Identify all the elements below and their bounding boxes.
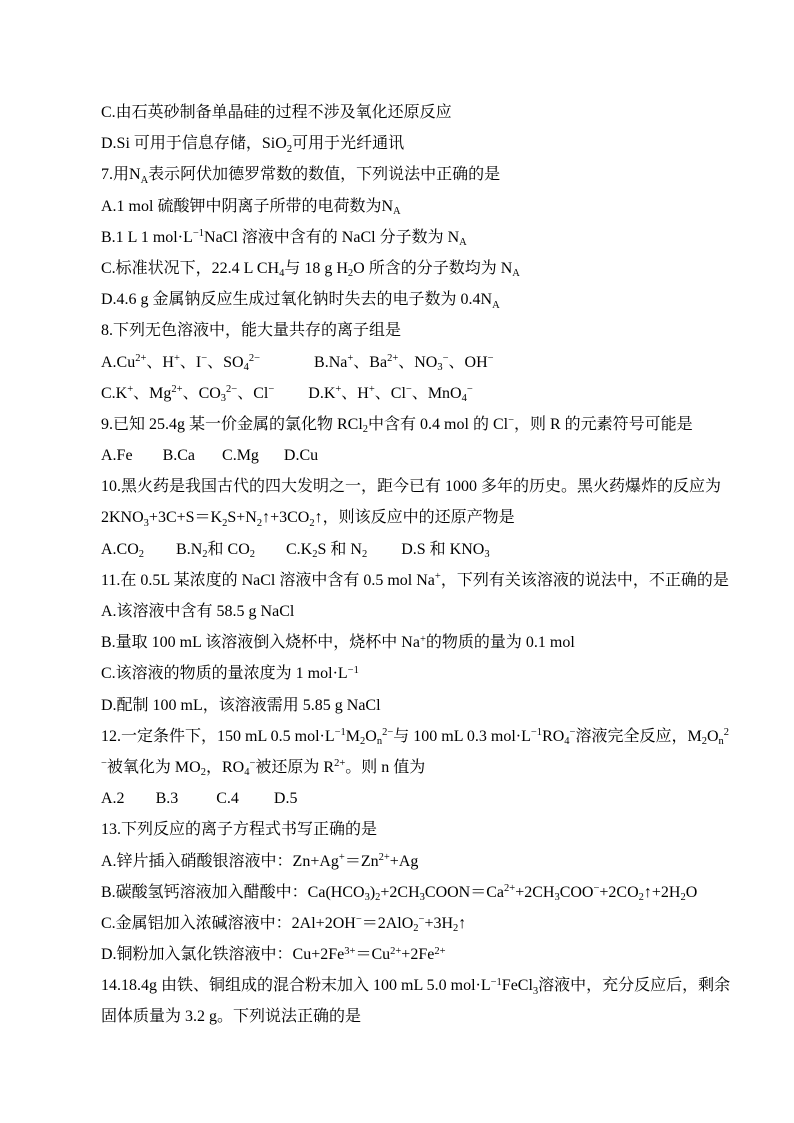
text-run: 和 CO bbox=[207, 540, 250, 558]
subscript-run: 3 bbox=[484, 549, 490, 561]
superscript-run: − bbox=[508, 415, 514, 427]
text-run: A.Fe bbox=[101, 447, 133, 465]
text-run: B.量取 100 mL 该溶液倒入烧杯中，烧杯中 Na bbox=[101, 634, 420, 652]
spacer-gap bbox=[260, 366, 314, 367]
superscript-run: + bbox=[347, 353, 354, 364]
text-run: NaCl 溶液中含有的 NaCl 分子数为 N bbox=[204, 228, 460, 246]
text-run: COO bbox=[559, 883, 594, 901]
text-run: 固体质量为 3.2 g。下列说法正确的是 bbox=[101, 1008, 362, 1026]
question-line bbox=[101, 752, 761, 783]
superscript-run: − bbox=[249, 758, 256, 770]
text-run: 表示阿伏加德罗常数的数值，下列说法中正确的是 bbox=[148, 166, 501, 184]
question-line bbox=[101, 690, 761, 721]
text-run: FeCl bbox=[501, 977, 533, 995]
text-run: 11.在 0.5L 某浓度的 NaCl 溶液中含有 0.5 mol Na bbox=[101, 571, 435, 589]
superscript-run: + bbox=[127, 384, 134, 396]
question-line bbox=[101, 1001, 761, 1032]
subscript-run: 2 bbox=[312, 549, 318, 561]
text-run: D.铜粉加入氯化铁溶液中：Cu+2Fe bbox=[101, 946, 345, 964]
text-run: 被氧化为 MO bbox=[106, 758, 201, 776]
text-run: 12.一定条件下，150 mL 0.5 mol·L bbox=[101, 727, 335, 745]
text-run: 与 18 g H bbox=[284, 259, 348, 277]
question-line bbox=[101, 627, 761, 658]
text-run: 2KNO bbox=[101, 509, 144, 527]
text-run: 、SO bbox=[207, 353, 244, 371]
text-run: O 所含的分子数均为 N bbox=[353, 259, 513, 277]
superscript-run: + bbox=[335, 384, 342, 396]
text-run: RO bbox=[542, 727, 565, 745]
question-line bbox=[101, 565, 761, 596]
text-run: B.1 L 1 mol·L bbox=[101, 228, 193, 246]
subscript-run: 3 bbox=[364, 892, 370, 904]
question-line bbox=[101, 534, 761, 565]
text-run: S 和 N bbox=[317, 540, 362, 558]
subscript-run: 3 bbox=[554, 892, 560, 904]
superscript-run: 2+ bbox=[334, 758, 346, 770]
text-run: +2CH bbox=[515, 883, 555, 901]
text-run: A.该溶液中含有 58.5 g NaCl bbox=[101, 603, 295, 620]
text-run: 10.黑火药是我国古代的四大发明之一，距今已有 1000 多年的历史。黑火药爆炸的反应为 bbox=[101, 478, 722, 496]
text-run: ↑ bbox=[458, 914, 467, 932]
subscript-run: 4 bbox=[461, 393, 467, 405]
superscript-run: + bbox=[338, 852, 345, 863]
superscript-run: 2− bbox=[382, 727, 394, 739]
text-run: ＝2AlO bbox=[361, 914, 414, 932]
text-run: C.K bbox=[101, 384, 128, 402]
question-line bbox=[101, 191, 761, 222]
text-run: +2CH bbox=[380, 883, 420, 901]
superscript-run: 2+ bbox=[387, 353, 399, 364]
text-run: O bbox=[365, 727, 377, 745]
text-run: B.碳酸氢钙溶液加入醋酸中：Ca(HCO bbox=[101, 883, 365, 901]
superscript-run: −1 bbox=[530, 727, 543, 739]
subscript-run: 4 bbox=[244, 767, 250, 779]
text-run: 被还原为 R bbox=[255, 758, 335, 776]
spacer-gap bbox=[274, 397, 308, 398]
text-run: D.S 和 KNO bbox=[401, 540, 485, 558]
question-line bbox=[101, 315, 761, 346]
superscript-run: − bbox=[442, 353, 449, 364]
text-run: 13.下列反应的离子方程式书写正确的是 bbox=[101, 821, 378, 839]
subscript-run: 2 bbox=[347, 268, 354, 280]
superscript-run: − bbox=[466, 384, 473, 396]
text-run: ＝Cu bbox=[355, 946, 391, 964]
question-line bbox=[101, 347, 761, 378]
text-run: 、Ba bbox=[353, 353, 388, 371]
question-line bbox=[101, 502, 761, 533]
subscript-run: 3 bbox=[419, 892, 425, 904]
text-run: S+N bbox=[227, 509, 257, 527]
text-run: 、OH bbox=[448, 353, 488, 371]
question-line bbox=[101, 814, 761, 845]
superscript-run: − bbox=[268, 384, 275, 396]
subscript-run: 2 bbox=[413, 923, 419, 935]
subscript-run: 2 bbox=[360, 736, 366, 748]
subscript-run: 2 bbox=[249, 549, 255, 561]
question-line bbox=[101, 440, 761, 471]
subscript-run: 2 bbox=[638, 892, 644, 904]
text-run: 、CO bbox=[182, 384, 221, 402]
spacer-gap bbox=[259, 459, 284, 460]
text-run: 、I bbox=[179, 353, 202, 371]
subscript-run: 3 bbox=[532, 985, 539, 997]
text-run: D.配制 100 mL，该溶液需用 5.85 g NaCl bbox=[101, 696, 381, 714]
text-run: 溶液中，充分反应后，剩余 bbox=[538, 977, 731, 995]
subscript-run: 4 bbox=[564, 736, 570, 748]
spacer-gap bbox=[125, 802, 156, 803]
superscript-run: 2 bbox=[723, 727, 730, 739]
superscript-run: − bbox=[405, 384, 412, 396]
subscript-run: A bbox=[393, 206, 401, 218]
question-line bbox=[101, 471, 761, 502]
text-run: C.金属铝加入浓碱溶液中：2Al+2OH bbox=[101, 914, 356, 932]
text-run: 9.已知 25.4g 某一价金属的氯化物 RCl bbox=[101, 415, 363, 433]
text-run: 、H bbox=[341, 384, 369, 402]
subscript-run: 3 bbox=[143, 517, 149, 529]
superscript-run: − bbox=[593, 883, 600, 895]
text-run: C.4 bbox=[216, 790, 239, 808]
question-line bbox=[101, 877, 761, 908]
text-run: 、H bbox=[146, 353, 174, 371]
text-run: A.1 mol 硫酸钾中阴离子所带的电荷数为N bbox=[101, 197, 394, 215]
question-line bbox=[101, 939, 761, 970]
superscript-run: + bbox=[419, 633, 426, 645]
superscript-run: + bbox=[368, 384, 375, 396]
question-line bbox=[101, 846, 761, 877]
text-run: O bbox=[685, 883, 698, 901]
text-run: 14.18.4g 由铁、铜组成的混合粉末加入 100 mL 5.0 mol·L bbox=[101, 977, 491, 995]
text-run: ，RO bbox=[205, 758, 245, 776]
question-line bbox=[101, 908, 761, 939]
text-run: ) bbox=[369, 883, 376, 901]
text-run: 8.下列无色溶液中，能大量共存的离子组是 bbox=[101, 322, 402, 340]
text-run: O bbox=[706, 727, 719, 745]
superscript-run: 2− bbox=[226, 384, 238, 396]
subscript-run: 2 bbox=[202, 549, 208, 561]
subscript-run: n bbox=[718, 736, 724, 748]
text-run: 、Cl bbox=[374, 384, 406, 402]
superscript-run: 2+ bbox=[378, 852, 390, 863]
question-line bbox=[101, 128, 761, 159]
text-run: 与 100 mL 0.3 mol·L bbox=[393, 727, 531, 745]
superscript-run: 2+ bbox=[434, 945, 446, 957]
superscript-run: −1 bbox=[334, 727, 346, 739]
document-body bbox=[101, 97, 761, 1033]
text-run: D.K bbox=[308, 384, 336, 402]
text-run: 7.用N bbox=[101, 166, 141, 184]
question-line bbox=[101, 970, 761, 1001]
text-run: A.锌片插入硝酸银溶液中：Zn+Ag bbox=[101, 852, 339, 870]
superscript-run: 2+ bbox=[171, 384, 183, 396]
text-run: 的物质的量为 0.1 mol bbox=[425, 634, 575, 652]
text-run: 、MnO bbox=[411, 384, 462, 402]
superscript-run: 2− bbox=[248, 353, 261, 364]
text-run: 溶液完全反应，M bbox=[575, 727, 702, 745]
question-line bbox=[101, 159, 761, 190]
subscript-run: 3 bbox=[437, 362, 443, 373]
text-run: B.Na bbox=[314, 353, 348, 371]
spacer-gap bbox=[195, 459, 222, 460]
spacer-gap bbox=[133, 459, 163, 460]
superscript-run: −1 bbox=[192, 228, 205, 240]
superscript-run: −1 bbox=[347, 664, 359, 676]
text-run: B.3 bbox=[155, 790, 179, 808]
subscript-run: 2 bbox=[361, 549, 368, 561]
subscript-run: 3 bbox=[220, 393, 227, 405]
text-run: ↑，则该反应中的还原产物是 bbox=[314, 509, 515, 527]
subscript-run: 2 bbox=[701, 736, 707, 748]
superscript-run: 2+ bbox=[390, 945, 402, 957]
subscript-run: 2 bbox=[680, 892, 686, 904]
subscript-run: A bbox=[492, 299, 500, 311]
question-line bbox=[101, 409, 761, 440]
superscript-run: 2+ bbox=[135, 353, 147, 364]
text-run: ↑+3CO bbox=[262, 509, 310, 527]
subscript-run: n bbox=[376, 736, 383, 748]
superscript-run: − bbox=[101, 758, 107, 770]
question-line bbox=[101, 596, 761, 627]
subscript-run: 2 bbox=[222, 517, 228, 529]
question-line bbox=[101, 97, 761, 128]
subscript-run: 2 bbox=[138, 549, 145, 561]
text-run: ＝Zn bbox=[344, 852, 379, 870]
superscript-run: + bbox=[173, 353, 180, 364]
question-line bbox=[101, 253, 761, 284]
subscript-run: 2 bbox=[256, 517, 263, 529]
superscript-run: 2+ bbox=[504, 883, 516, 895]
superscript-run: − bbox=[569, 727, 576, 739]
text-run: D.Cu bbox=[283, 447, 319, 465]
text-run: 、Mg bbox=[133, 384, 172, 402]
superscript-run: − bbox=[201, 353, 208, 364]
question-line bbox=[101, 378, 761, 409]
superscript-run: + bbox=[434, 571, 441, 583]
text-run: A.2 bbox=[101, 790, 125, 808]
text-run: C.该溶液的物质的量浓度为 1 mol·L bbox=[101, 665, 348, 683]
text-run: 。则 n 值为 bbox=[345, 758, 426, 776]
superscript-run: − bbox=[355, 914, 362, 926]
text-run: D.5 bbox=[273, 790, 298, 808]
text-run: 、Cl bbox=[237, 384, 269, 402]
spacer-gap bbox=[144, 553, 176, 554]
superscript-run: −1 bbox=[490, 976, 502, 988]
question-line bbox=[101, 658, 761, 689]
text-run: C.K bbox=[286, 540, 313, 558]
text-run: 、NO bbox=[398, 353, 438, 371]
text-run: COON＝Ca bbox=[424, 883, 505, 901]
text-run: C.由石英砂制备单晶硅的过程不涉及氧化还原反应 bbox=[101, 104, 452, 121]
text-run: C.Mg bbox=[222, 447, 259, 465]
text-run: D.4.6 g 金属钠反应生成过氧化钠时失去的电子数为 0.4N bbox=[101, 291, 493, 309]
question-line bbox=[101, 222, 761, 253]
subscript-run: 2 bbox=[200, 767, 206, 779]
spacer-gap bbox=[239, 802, 274, 803]
text-run: 中含有 0.4 mol 的 Cl bbox=[368, 415, 509, 433]
subscript-run: 2 bbox=[362, 424, 369, 436]
subscript-run: A bbox=[140, 174, 149, 186]
text-run: B.Ca bbox=[162, 447, 196, 465]
spacer-gap bbox=[178, 802, 216, 803]
superscript-run: − bbox=[487, 353, 494, 364]
subscript-run: A bbox=[459, 237, 467, 249]
text-run: ，则 R 的元素符号可能是 bbox=[513, 415, 693, 433]
subscript-run: 4 bbox=[243, 362, 249, 373]
superscript-run: − bbox=[418, 914, 425, 926]
text-run: M bbox=[345, 727, 361, 745]
text-run: A.CO bbox=[101, 540, 139, 558]
spacer-gap bbox=[255, 553, 286, 554]
text-run: ，下列有关该溶液的说法中，不正确的是 bbox=[440, 571, 729, 589]
text-run: C.标准状况下，22.4 L CH bbox=[101, 259, 280, 277]
text-run: +3H bbox=[424, 914, 454, 932]
subscript-run: A bbox=[512, 268, 520, 280]
text-run: +Ag bbox=[389, 852, 419, 870]
spacer-gap bbox=[367, 553, 401, 554]
text-run: D.Si 可用于信息存储，SiO bbox=[101, 135, 287, 153]
text-run: ↑+2H bbox=[643, 883, 681, 901]
subscript-run: 2 bbox=[375, 892, 381, 904]
subscript-run: 2 bbox=[453, 923, 459, 935]
text-run: +3C+S＝K bbox=[148, 509, 223, 527]
question-line bbox=[101, 284, 761, 315]
subscript-run: 2 bbox=[286, 143, 293, 155]
question-line bbox=[101, 721, 761, 752]
text-run: A.Cu bbox=[101, 353, 136, 371]
subscript-run: 4 bbox=[279, 268, 285, 280]
text-run: 可用于光纤通讯 bbox=[292, 135, 405, 153]
subscript-run: 2 bbox=[309, 517, 315, 529]
question-line bbox=[101, 783, 761, 814]
superscript-run: 3+ bbox=[344, 945, 356, 957]
text-run: +2CO bbox=[599, 883, 639, 901]
text-run: B.N bbox=[176, 540, 203, 558]
text-run: +2Fe bbox=[401, 946, 435, 964]
